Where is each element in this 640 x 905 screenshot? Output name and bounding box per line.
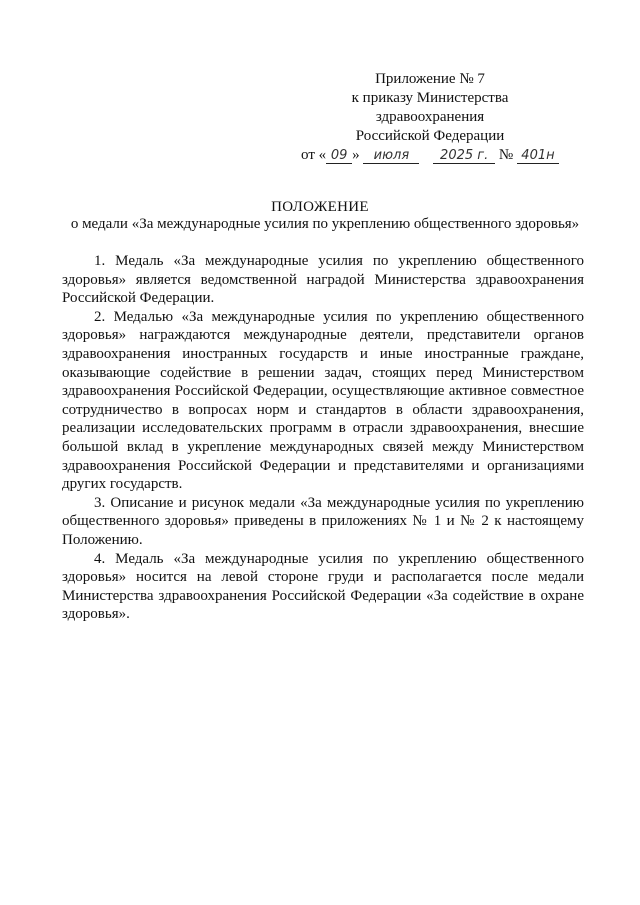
appendix-line-4: Российской Федерации (355, 128, 505, 144)
document-subtitle: о медали «За международные усилия по укреплению общественного здоровья» (70, 216, 580, 232)
handwritten-day: 09 (326, 148, 352, 164)
paragraph-3: 3. Описание и рисунок медали «За международные усилия по укреплению общественного здоровья» приведены в приложениях № 1 и № 2 к настоящему Положению. (62, 494, 584, 548)
number-prefix: № (498, 147, 514, 163)
paragraph-4: 4. Медаль «За международные усилия по укреплению общественного здоровья» носится на левой стороне груди и располагается после медали Министерства здравоохранения Российской Федерации «За содействие в охране здоровья». (62, 550, 584, 623)
date-mid: » (352, 147, 360, 163)
appendix-header (300, 70, 560, 165)
handwritten-month: июля (363, 148, 419, 164)
paragraph-2: 2. Медалью «За международные усилия по укреплению общественного здоровья» награждаются международные деятели, представители органов здравоохранения иностранных государств и иные иностранные граждане, оказывающие содействие в решении задач, стоящих перед Министерством здравоохранения Российской Федерации, осуществляющие активное совместное сотрудничество в вопросах норм и стандартов в области здравоохранения, реализации исследовательских программ в отрасли здравоохранения, внесшие большой вклад в укрепление международных связей между Министерством здравоохранения Российской Федерации и представителями и организациями других государств. (62, 308, 584, 493)
document-body (62, 252, 584, 624)
order-date-line (300, 146, 560, 165)
appendix-line-1: Приложение № 7 (375, 71, 485, 87)
appendix-line-2: к приказу Министерства (351, 90, 509, 106)
handwritten-order-number: 401н (517, 148, 559, 164)
paragraph-1: 1. Медаль «За международные усилия по укреплению общественного здоровья» является ведомственной наградой Министерства здравоохранения Российской Федерации. (62, 253, 584, 307)
appendix-line-3: здравоохранения (375, 109, 485, 125)
date-prefix: от « (301, 147, 327, 163)
document-title: ПОЛОЖЕНИЕ (271, 199, 369, 215)
handwritten-year: 2025 г. (433, 148, 495, 164)
